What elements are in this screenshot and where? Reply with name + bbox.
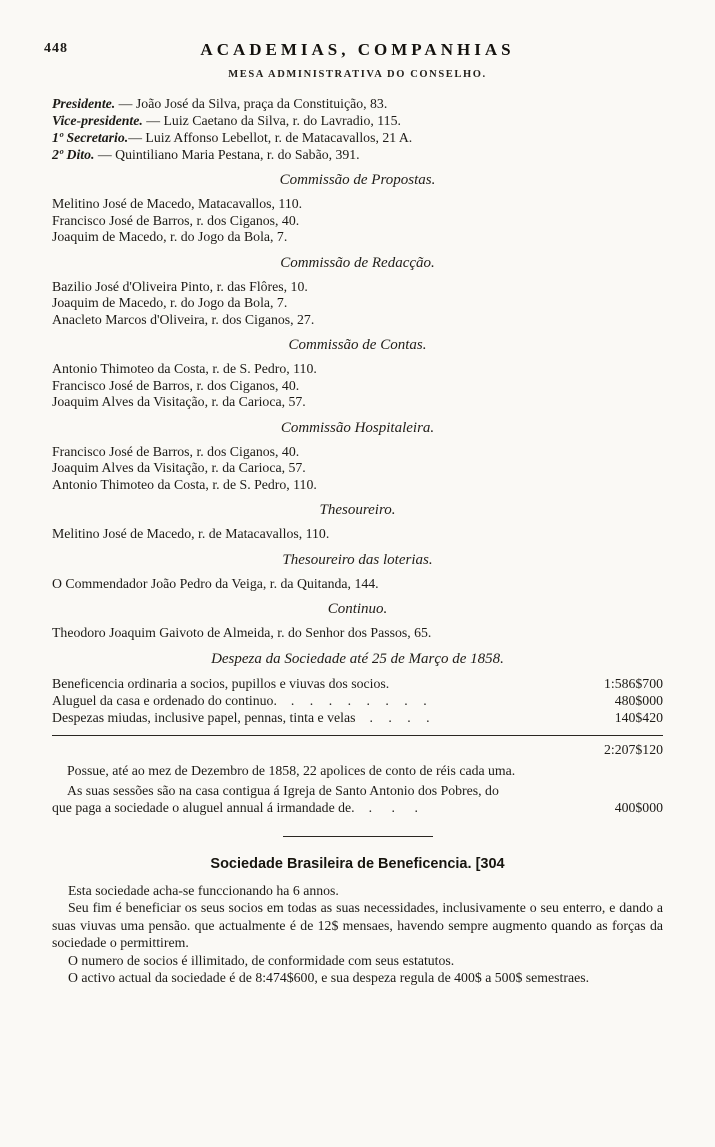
section-heading: Commissão de Propostas. xyxy=(279,172,436,188)
society-reference-number: [304 xyxy=(475,855,505,872)
member-line: Joaquim Alves da Visitação, r. da Carioca, 57. xyxy=(52,394,306,409)
section-divider xyxy=(283,836,433,837)
board-subtitle: MESA ADMINISTRATIVA DO CONSELHO. xyxy=(228,69,487,80)
officer-role: Vice-presidente. xyxy=(52,113,143,128)
member-line: Melitino José de Macedo, Matacavallos, 110. xyxy=(52,196,303,211)
officer-role: 1º Secretario. xyxy=(52,130,129,145)
expense-leader-dots: . . . . xyxy=(369,709,436,725)
section-despeza xyxy=(52,650,663,758)
expense-description: Aluguel da casa e ordenado do continuo. xyxy=(52,692,277,708)
section-continuo xyxy=(52,600,663,642)
section-heading: Despeza da Sociedade até 25 de Março de 1858. xyxy=(211,650,504,667)
expense-amount: 480$000 xyxy=(614,692,663,708)
section-heading: Commissão de Contas. xyxy=(288,337,427,353)
officer-details: — Luiz Affonso Lebellot, r. de Matacavallos, 21 A. xyxy=(128,130,413,145)
expense-amount: 140$420 xyxy=(614,709,663,725)
expense-row xyxy=(52,709,663,726)
member-line: Joaquim Alves da Visitação, r. da Carioca, 57. xyxy=(52,460,306,475)
member-line: Bazilio José d'Oliveira Pinto, r. das Flôres, 10. xyxy=(52,278,308,294)
member-line: Joaquim de Macedo, r. do Jogo da Bola, 7. xyxy=(52,295,288,310)
officer-details: — Quintiliano Maria Pestana, r. do Sabão, 391. xyxy=(94,147,360,162)
society-heading xyxy=(52,855,663,874)
note-leader-dots: . . . xyxy=(368,799,426,815)
member-line: Francisco José de Barros, r. dos Ciganos, 40. xyxy=(52,377,300,393)
section-commissao-propostas xyxy=(52,171,663,246)
member-line: Melitino José de Macedo, r. de Matacavallos, 110. xyxy=(52,526,330,541)
section-commissao-redaccao xyxy=(52,254,663,329)
section-heading: Commissão de Redacção. xyxy=(280,254,435,271)
section-thesoureiro xyxy=(52,501,663,543)
section-commissao-hospitaleira xyxy=(52,419,663,494)
officer-role: 2º Dito. xyxy=(52,147,95,162)
section-heading: Continuo. xyxy=(327,601,388,617)
note-apolices: Possue, até ao mez de Dezembro de 1858, 22 apolices de conto de réis cada uma. xyxy=(67,762,516,778)
expense-total: 2:207$120 xyxy=(603,741,663,757)
section-commissao-contas xyxy=(52,336,663,411)
expense-description: Beneficencia ordinaria a socios, pupillos e viuvas dos socios. xyxy=(52,675,390,691)
society-paragraph: Seu fim é beneficiar os seus socios em todas as suas necessidades, inclusivamente o seu enterro, e dando a suas viuvas uma pensão. que actualmente é de 12$ mensaes, havendo sempre augmento quando as forças da sociedade o permittirem. xyxy=(52,900,663,950)
note-sessoes: As suas sessões são na casa contigua á Igreja de Santo Antonio dos Pobres, do xyxy=(67,782,499,798)
section-heading: Thesoureiro. xyxy=(319,502,396,518)
officer-line-dito xyxy=(52,146,663,163)
note-aluguel-amount: 400$000 xyxy=(614,799,663,815)
member-line: O Commendador João Pedro da Veiga, r. da Quitanda, 144. xyxy=(52,575,379,591)
officer-line-vice-presidente xyxy=(52,112,663,129)
officer-details: — Luiz Caetano da Silva, r. do Lavradio, 115. xyxy=(142,113,401,128)
total-rule xyxy=(52,735,663,736)
member-line: Francisco José de Barros, r. dos Ciganos, 40. xyxy=(52,443,300,459)
society-paragraph: O activo actual da sociedade é de 8:474$600, e sua despeza regula de 400$ a 500$ semestraes. xyxy=(68,970,590,985)
section-heading: Commissão Hospitaleira. xyxy=(280,419,435,436)
officers-list xyxy=(52,95,663,163)
society-paragraph: O numero de socios é illimitado, de conformidade com seus estatutos. xyxy=(68,952,455,968)
note-aluguel-text: que paga a sociedade o aluguel annual á irmandade de. xyxy=(52,799,355,815)
expense-leader-dots: . . . . . . . . xyxy=(290,692,433,708)
officer-line-secretario xyxy=(52,129,663,146)
member-line: Joaquim de Macedo, r. do Jogo da Bola, 7. xyxy=(52,229,288,244)
expense-row xyxy=(52,692,663,709)
officer-details: — João José da Silva, praça da Constituição, 83. xyxy=(115,96,388,111)
page-title: ACADEMIAS, COMPANHIAS xyxy=(200,40,515,59)
member-line: Antonio Thimoteo da Costa, r. de S. Pedro, 110. xyxy=(52,361,317,376)
section-thesoureiro-loterias xyxy=(52,551,663,593)
society-paragraph: Esta sociedade acha-se funccionando ha 6 annos. xyxy=(68,882,339,898)
section-heading: Thesoureiro das loterias. xyxy=(282,551,433,568)
expense-description: Despezas miudas, inclusive papel, pennas, tinta e velas xyxy=(52,709,356,725)
page-number: 448 xyxy=(44,41,68,56)
member-line: Theodoro Joaquim Gaivoto de Almeida, r. do Senhor dos Passos, 65. xyxy=(52,625,432,640)
member-line: Francisco José de Barros, r. dos Ciganos, 40. xyxy=(52,212,300,228)
expense-amount: 1:586$700 xyxy=(603,675,663,691)
page-header xyxy=(44,40,663,60)
note-aluguel-line xyxy=(52,799,663,816)
society-title: Sociedade Brasileira de Beneficencia. xyxy=(210,855,472,872)
member-line: Antonio Thimoteo da Costa, r. de S. Pedro, 110. xyxy=(52,476,317,492)
officer-line-presidente xyxy=(52,95,663,112)
member-line: Anacleto Marcos d'Oliveira, r. dos Ciganos, 27. xyxy=(52,311,315,327)
officer-role: Presidente. xyxy=(52,96,116,111)
expense-row xyxy=(52,675,663,692)
